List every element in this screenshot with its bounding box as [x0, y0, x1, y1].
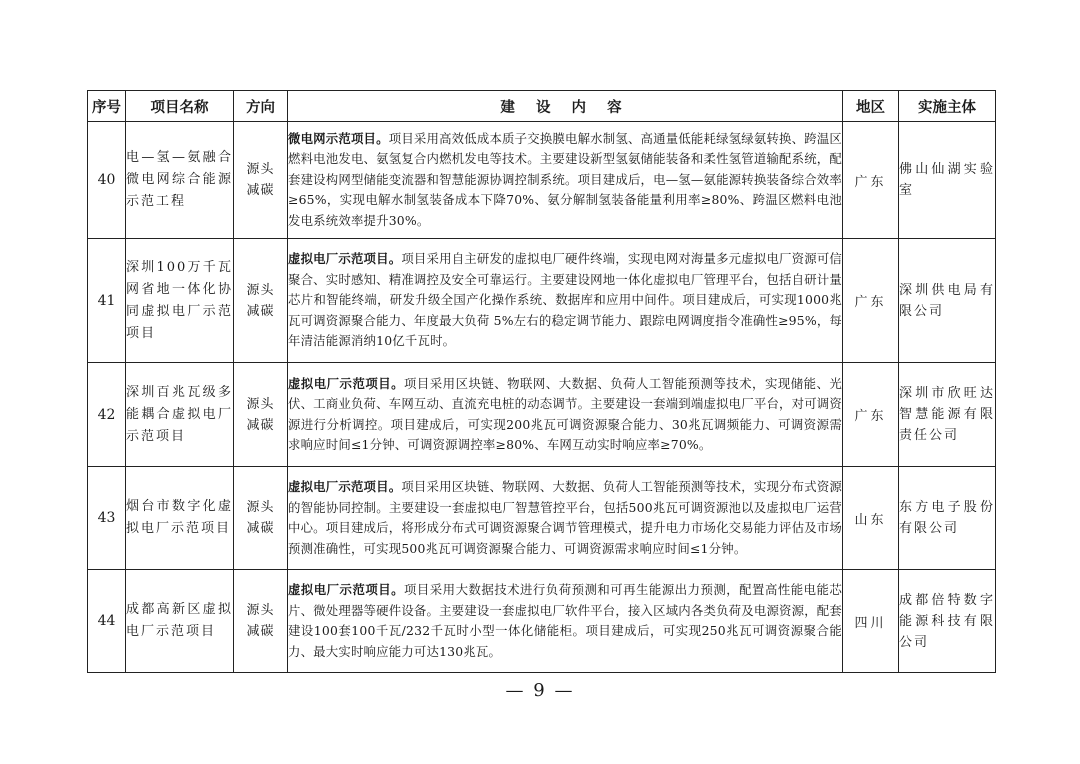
page-number: — 9 — — [505, 680, 575, 701]
row-direction — [234, 363, 288, 467]
row-no: 41 — [88, 239, 126, 363]
row-content-title: 虚拟电厂示范项目。 — [288, 251, 402, 267]
row-direction — [234, 570, 288, 673]
header-region: 地区 — [843, 91, 899, 122]
row-direction — [234, 239, 288, 363]
row-direction-text: 源头减碳 — [246, 396, 275, 433]
row-content — [288, 570, 843, 673]
row-content-body: 项目采用大数据技术进行负荷预测和可再生能源出力预测，配置高性能电能芯片、微处理器等硬件设备。主要建设一套虚拟电厂软件平台，接入区域内各类负荷及电源资源，配套建设100套100千瓦/232千瓦时小型一体化储能柜。项目建成后，可实现250兆瓦可调资源聚合能力、最大实时响应能力可达130兆瓦。 — [288, 582, 842, 659]
table-row — [88, 467, 996, 570]
row-content-title: 虚拟电厂示范项目。 — [288, 582, 405, 597]
table-header-row — [88, 91, 996, 122]
row-entity: 佛山仙湖实验室 — [899, 122, 996, 239]
row-region: 山东 — [843, 467, 899, 570]
row-direction-text: 源头减碳 — [246, 500, 275, 536]
row-entity: 深圳供电局有限公司 — [899, 239, 996, 363]
row-entity: 成都倍特数字能源科技有限公司 — [899, 570, 996, 673]
row-content-body: 项目采用自主研发的虚拟电厂硬件终端，实现电网对海量多元虚拟电厂资源可信聚合、实时感知、精准调控及安全可靠运行。主要建设网地一体化虚拟电厂管理平台，包括自研计量芯片和智能终端，研发升级全国产化操作系统、数据库和应用中间件。项目建成后，可实现1000兆瓦可调资源聚合能力、年度最大负荷 5%左右的稳定调节能力、跟踪电网调度指令准确性≥95%，每年清洁能源消纳10亿千瓦时。 — [288, 251, 842, 349]
row-name: 深圳100万千瓦网省地一体化协同虚拟电厂示范项目 — [126, 239, 234, 363]
row-content — [288, 363, 843, 467]
row-name: 成都高新区虚拟电厂示范项目 — [126, 570, 234, 673]
row-content — [288, 122, 843, 239]
row-content-title: 虚拟电厂示范项目。 — [288, 479, 402, 494]
row-no: 40 — [88, 122, 126, 239]
row-region: 广东 — [843, 363, 899, 467]
row-name: 电—氢—氨融合微电网综合能源示范工程 — [126, 122, 234, 239]
row-content-title: 微电网示范项目。 — [288, 130, 389, 146]
row-direction-text: 源头减碳 — [246, 162, 275, 198]
row-name: 烟台市数字化虚拟电厂示范项目 — [126, 467, 234, 570]
row-no: 43 — [88, 467, 126, 570]
row-entity: 深圳市欣旺达智慧能源有限责任公司 — [899, 363, 996, 467]
header-direction: 方向 — [234, 91, 288, 122]
table-row — [88, 363, 996, 467]
row-no: 44 — [88, 570, 126, 673]
row-name: 深圳百兆瓦级多能耦合虚拟电厂示范项目 — [126, 363, 234, 467]
row-content-body: 项目采用高效低成本质子交换膜电解水制氢、高通量低能耗绿氢绿氨转换、跨温区燃料电池发电、氨氢复合内燃机发电等技术。主要建设新型氢氨储能装备和柔性氢管道输配系统，配套建设构网型储能变流器和智慧能源协调控制系统。项目建成后，电—氢—氨能源转换装备综合效率≥65%，实现电解水制氢装备成本下降70%、氨分解制氢装备能量利用率≥80%、跨温区燃料电池发电系统效率提升30%。 — [288, 130, 842, 228]
row-entity: 东方电子股份有限公司 — [899, 467, 996, 570]
header-entity: 实施主体 — [899, 91, 996, 122]
header-no: 序号 — [88, 91, 126, 122]
row-region: 四川 — [843, 570, 899, 673]
row-direction — [234, 467, 288, 570]
table-row — [88, 122, 996, 239]
row-content-body: 项目采用区块链、物联网、大数据、负荷人工智能预测等技术，实现储能、光伏、工商业负荷、车网互动、直流充电桩的动态调节。主要建设一套端到端虚拟电厂平台，对可调资源进行分析调控。项目建成后，可实现200兆瓦可调资源聚合能力、30兆瓦调频能力、可调资源需求响应时间≤1分钟、可调资源调控率≥80%、车网互动实时响应率≥70%。 — [288, 375, 842, 452]
row-region: 广东 — [843, 239, 899, 363]
row-direction — [234, 122, 288, 239]
row-no: 42 — [88, 363, 126, 467]
row-content-body: 项目采用区块链、物联网、大数据、负荷人工智能预测等技术，实现分布式资源的智能协同控制。主要建设一套虚拟电厂智慧管控平台，包括500兆瓦可调资源池以及虚拟电厂运营中心。项目建成后，将形成分布式可调资源聚合调节管理模式，提升电力市场化交易能力评估及市场预测准确性，可实现500兆瓦可调资源聚合能力、可调资源需求响应时间≤1分钟。 — [288, 479, 842, 556]
row-content — [288, 239, 843, 363]
table-row — [88, 239, 996, 363]
table-row — [88, 570, 996, 673]
header-name: 项目名称 — [126, 91, 234, 122]
row-direction-text: 源头减碳 — [246, 603, 275, 639]
row-content — [288, 467, 843, 570]
row-direction-text: 源头减碳 — [246, 282, 275, 319]
row-content-title: 虚拟电厂示范项目。 — [288, 375, 405, 391]
row-region: 广东 — [843, 122, 899, 239]
project-table — [87, 90, 996, 673]
header-content: 建 设 内 容 — [288, 91, 843, 122]
